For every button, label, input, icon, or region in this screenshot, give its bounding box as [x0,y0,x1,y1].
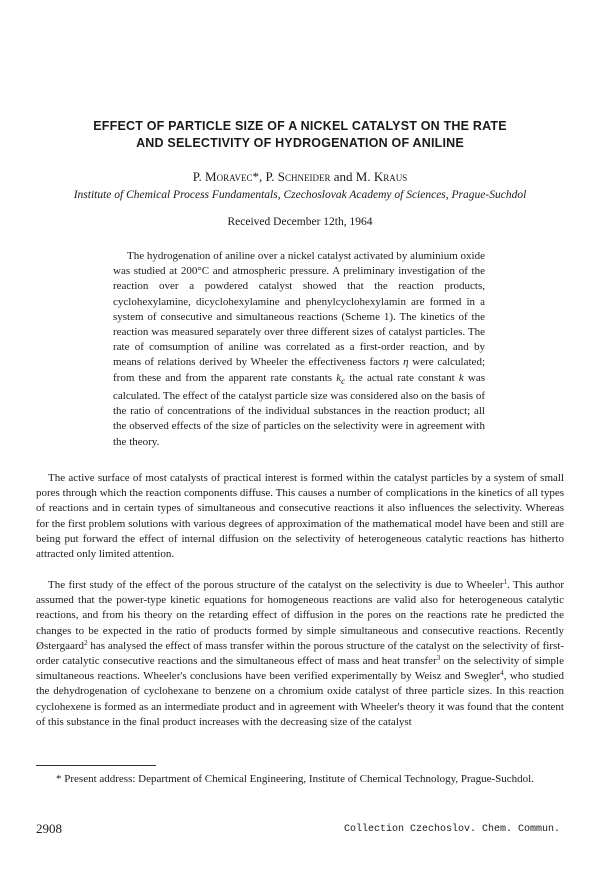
rate-constant-subscript: c [341,375,346,386]
author-1-initial: P. [192,169,206,184]
abstract-text-3: the actual rate constant [345,371,459,384]
reference-mark-3: 3 [436,654,441,663]
body-paragraph-2-text-c: has analysed the effect of mass transfer within the porous structure of the catalyst on the selectivity of first-order catalytic consecutive reactions and the simultaneous effect of mass and heat transfer [36,639,564,668]
footnote [36,772,564,787]
reference-mark-2: 2 [84,638,88,647]
page-number: 2908 [36,821,62,836]
abstract-text-4: was calculated. The effect of the catalyst particle size was considered also on the basis of the ratio of concentrations of the individual substances in the reaction product; all the observed effects of the size of particles on the selectivity were in agreement with the theory. [113,371,486,448]
body-paragraph-2-text-d: on the selectivity of simple simultaneous reactions. Wheeler's conclusions have been verified experimentally by Weisz and Swegler [36,655,564,683]
body-paragraph-2-text-b: . This author assumed that the power-type kinetic equations for homogeneous reactions are valid also for heterogeneous catalytic reactions, and from his theory on the retarding effect of diffusion in the pores on the reactions rate he predicted the changes to be expected in the ratio of products formed by simple simultaneous and consecutive reactions. Recently Østergaard [36,579,564,652]
author-1-footnote-mark: * [252,169,259,184]
body-paragraph-2 [36,578,564,730]
article-title [40,118,560,152]
title-line-1: EFFECT OF PARTICLE SIZE OF A NICKEL CATALYST ON THE RATE [93,119,507,133]
abstract [113,249,485,450]
body-paragraph-1: The active surface of most catalysts of practical interest is formed within the catalyst particles by a system of small pores through which the reaction components diffuse. This causes a number of complications in the kinetics of all types of reactions and in certain types of simultaneous and consecutive reactions it also influences the selectivity. Whereas for the first problem solutions with various degrees of approximation of the mathematical model have been and still are being put forward the effect of internal diffusion on the selectivity of heterogeneous catalytic reactions has hitherto attracted only limited attention. [36,472,564,561]
title-line-2: AND SELECTIVITY OF HYDROGENATION OF ANILINE [136,136,464,150]
author-affiliation: Institute of Chemical Process Fundamentals, Czechoslovak Academy of Sciences, Prague-Suchdol [73,189,527,201]
author-3-surname: Kraus [373,169,408,184]
eta-symbol: η [403,356,409,369]
author-1-surname: Moravec [205,169,253,184]
abstract-text-2: were calculated; from these and from the apparent rate constants [113,356,485,384]
actual-rate-constant-symbol: k [458,371,464,384]
body-paragraph-2-text-e: , who studied the dehydrogenation of cyclohexane to benzene on a chromium oxide catalyst of three particle sizes. In this reaction cyclohexene is formed as an intermediate product and in agreement with Wheeler's theory it was found that the content of this substance in the final product increases with the decreasing size of the catalyst [36,670,564,728]
reference-mark-1: 1 [503,578,508,586]
journal-name: Collection Czechoslov. Chem. Commun. [343,824,560,835]
author-list [0,169,600,185]
received-date: Received December 12th, 1964 [227,216,373,228]
author-separator-1: , P. [258,169,278,184]
abstract-text-1: The hydrogenation of aniline over a nickel catalyst activated by aluminium oxide was studied at 200°C and atmospheric pressure. A preliminary investigation of the reaction over a powdered catalyst showed that the reaction products, cyclohexylamine, dicyclohexylamine and phenylcyclohexylamin are formed in a system of consecutive and simultaneous reactions (Scheme 1). The kinetics of the reaction was measured separately over three different sizes of catalyst particles. The rate of comsumption of aniline was correlated as a first-order reaction, and by means of relations derived by Wheeler the effectiveness factors [113,250,485,369]
footnote-text: Present address: Department of Chemical Engineering, Institute of Chemical Technology, Prague-Suchdol. [64,773,534,785]
footnote-mark: * [56,773,65,785]
footnote-divider [36,765,156,766]
body-paragraph-2-text-a: The first study of the effect of the porous structure of the catalyst on the selectivity is due to Wheeler [48,579,504,591]
author-2-surname: Schneider [277,169,331,184]
reference-mark-4: 4 [500,669,504,678]
author-separator-2: and M. [330,169,374,184]
rate-constant-symbol: k [336,371,342,384]
